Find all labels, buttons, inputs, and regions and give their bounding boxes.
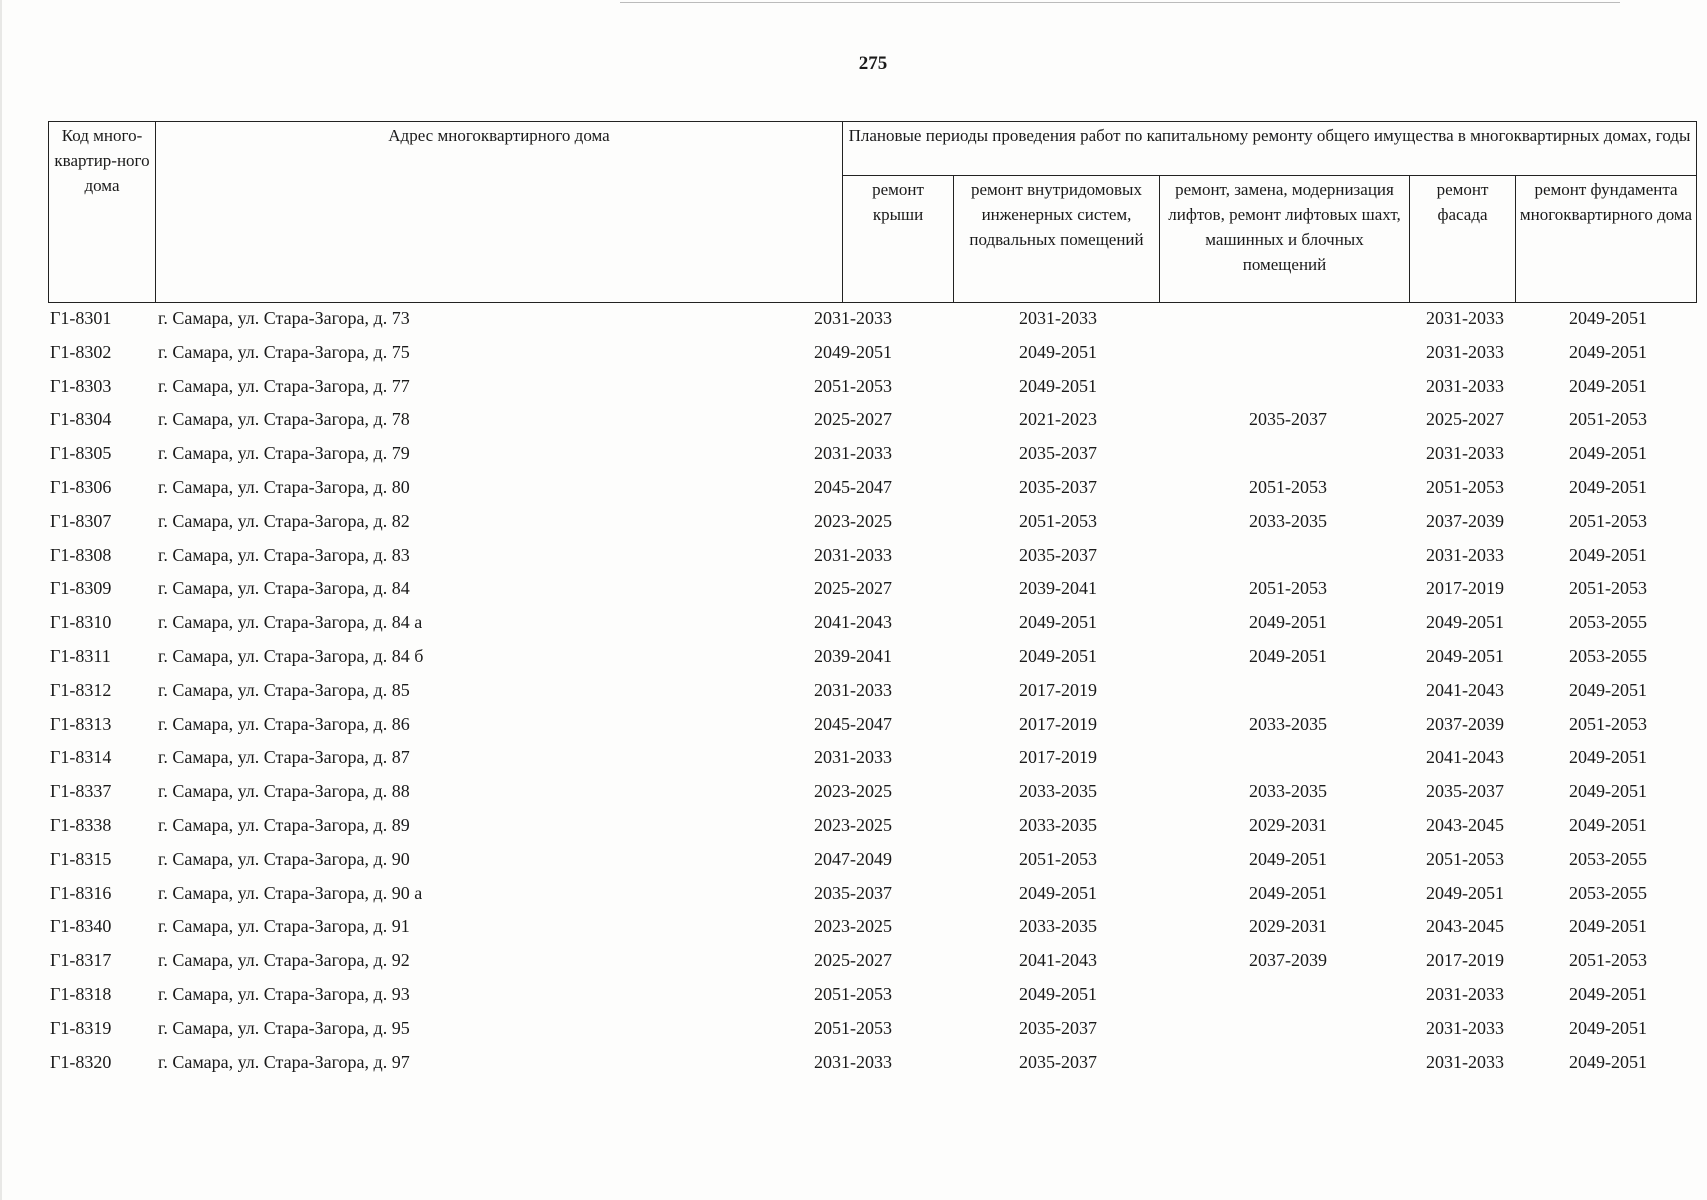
cell-engineering: 2031-2033	[1019, 308, 1097, 328]
cell-address: г. Самара, ул. Стара-Загора, д. 88	[158, 781, 410, 802]
cell-roof: 2031-2033	[814, 443, 892, 464]
cell-facade: 2017-2019	[1426, 950, 1504, 971]
cell-engineering: 2049-2051	[1019, 882, 1097, 903]
cell-address: г. Самара, ул. Стара-Загора, д. 77	[158, 375, 410, 396]
cell-facade: 2037-2039	[1426, 510, 1504, 531]
cell-roof: 2025-2027	[814, 950, 892, 971]
cell-address: г. Самара, ул. Стара-Загора, д. 82	[158, 510, 410, 531]
cell-lift: 2035-2037	[1249, 409, 1327, 430]
table-row	[48, 877, 1698, 911]
cell-code: Г1-8320	[50, 1051, 112, 1072]
cell-engineering: 2049-2051	[1019, 645, 1097, 666]
cell-roof: 2045-2047	[814, 713, 892, 734]
cell-address: г. Самара, ул. Стара-Загора, д. 84	[158, 578, 410, 599]
cell-lift: 2051-2053	[1249, 578, 1327, 599]
cell-foundation: 2049-2051	[1569, 341, 1647, 362]
header-periods: Плановые периоды проведения работ по капитальному ремонту общего имущества в многоквартирных домах, годы	[843, 122, 1697, 176]
cell-roof: 2031-2033	[814, 1051, 892, 1072]
cell-engineering: 2035-2037	[1019, 476, 1097, 497]
cell-address: г. Самара, ул. Стара-Загора, д. 83	[158, 544, 410, 565]
table-row	[48, 1046, 1698, 1080]
cell-roof: 2023-2025	[814, 781, 892, 802]
cell-facade: 2025-2027	[1426, 409, 1504, 430]
cell-foundation: 2049-2051	[1569, 443, 1647, 464]
cell-code: Г1-8315	[50, 848, 112, 869]
cell-code: Г1-8309	[50, 578, 112, 599]
cell-facade: 2041-2043	[1426, 747, 1504, 768]
cell-facade: 2031-2033	[1426, 341, 1504, 362]
header-address: Адрес многоквартирного дома	[156, 122, 843, 303]
table-row	[48, 708, 1698, 742]
cell-foundation: 2051-2053	[1569, 950, 1647, 971]
cell-code: Г1-8304	[50, 409, 112, 430]
cell-roof: 2031-2033	[814, 308, 892, 328]
cell-lift: 2049-2051	[1249, 612, 1327, 633]
cell-code: Г1-8313	[50, 713, 112, 734]
cell-engineering: 2041-2043	[1019, 950, 1097, 971]
cell-code: Г1-8306	[50, 476, 112, 497]
table-row	[48, 674, 1698, 708]
cell-code: Г1-8301	[50, 308, 112, 328]
table-row	[48, 539, 1698, 573]
cell-engineering: 2049-2051	[1019, 375, 1097, 396]
cell-roof: 2049-2051	[814, 341, 892, 362]
cell-address: г. Самара, ул. Стара-Загора, д. 75	[158, 341, 410, 362]
cell-engineering: 2051-2053	[1019, 510, 1097, 531]
cell-lift: 2051-2053	[1249, 476, 1327, 497]
cell-facade: 2043-2045	[1426, 916, 1504, 937]
cell-engineering: 2035-2037	[1019, 1017, 1097, 1038]
cell-lift: 2049-2051	[1249, 645, 1327, 666]
cell-address: г. Самара, ул. Стара-Загора, д. 89	[158, 814, 410, 835]
cell-lift: 2037-2039	[1249, 950, 1327, 971]
cell-address: г. Самара, ул. Стара-Загора, д. 91	[158, 916, 410, 937]
cell-code: Г1-8340	[50, 916, 112, 937]
cell-code: Г1-8302	[50, 341, 112, 362]
cell-foundation: 2049-2051	[1569, 476, 1647, 497]
cell-roof: 2045-2047	[814, 476, 892, 497]
cell-engineering: 2017-2019	[1019, 747, 1097, 768]
cell-facade: 2031-2033	[1426, 1017, 1504, 1038]
cell-roof: 2039-2041	[814, 645, 892, 666]
cell-facade: 2051-2053	[1426, 476, 1504, 497]
cell-facade: 2031-2033	[1426, 375, 1504, 396]
cell-roof: 2031-2033	[814, 679, 892, 700]
table-row	[48, 437, 1698, 471]
cell-lift: 2029-2031	[1249, 916, 1327, 937]
cell-code: Г1-8312	[50, 679, 112, 700]
cell-facade: 2017-2019	[1426, 578, 1504, 599]
cell-foundation: 2049-2051	[1569, 375, 1647, 396]
table-row	[48, 370, 1698, 404]
cell-address: г. Самара, ул. Стара-Загора, д. 79	[158, 443, 410, 464]
cell-facade: 2049-2051	[1426, 882, 1504, 903]
cell-engineering: 2033-2035	[1019, 781, 1097, 802]
cell-code: Г1-8310	[50, 612, 112, 633]
cell-facade: 2049-2051	[1426, 645, 1504, 666]
cell-facade: 2031-2033	[1426, 544, 1504, 565]
cell-engineering: 2049-2051	[1019, 341, 1097, 362]
cell-code: Г1-8318	[50, 983, 112, 1004]
cell-code: Г1-8314	[50, 747, 112, 768]
cell-foundation: 2049-2051	[1569, 679, 1647, 700]
cell-roof: 2051-2053	[814, 983, 892, 1004]
cell-lift: 2033-2035	[1249, 510, 1327, 531]
cell-engineering: 2017-2019	[1019, 679, 1097, 700]
cell-facade: 2037-2039	[1426, 713, 1504, 734]
cell-lift: 2033-2035	[1249, 781, 1327, 802]
cell-foundation: 2049-2051	[1569, 308, 1647, 328]
cell-facade: 2031-2033	[1426, 308, 1504, 328]
cell-address: г. Самара, ул. Стара-Загора, д. 97	[158, 1051, 410, 1072]
cell-roof: 2025-2027	[814, 578, 892, 599]
cell-roof: 2031-2033	[814, 544, 892, 565]
table-row	[48, 471, 1698, 505]
cell-foundation: 2051-2053	[1569, 409, 1647, 430]
cell-foundation: 2053-2055	[1569, 645, 1647, 666]
cell-foundation: 2049-2051	[1569, 781, 1647, 802]
cell-roof: 2023-2025	[814, 510, 892, 531]
table-row	[48, 910, 1698, 944]
table-row	[48, 505, 1698, 539]
cell-address: г. Самара, ул. Стара-Загора, д. 87	[158, 747, 410, 768]
cell-roof: 2035-2037	[814, 882, 892, 903]
cell-foundation: 2049-2051	[1569, 983, 1647, 1004]
cell-address: г. Самара, ул. Стара-Загора, д. 90	[158, 848, 410, 869]
cell-facade: 2049-2051	[1426, 612, 1504, 633]
cell-code: Г1-8337	[50, 781, 112, 802]
cell-facade: 2031-2033	[1426, 983, 1504, 1004]
table-header	[48, 121, 1697, 303]
cell-engineering: 2049-2051	[1019, 612, 1097, 633]
table-body	[48, 302, 1698, 1079]
cell-address: г. Самара, ул. Стара-Загора, д. 86	[158, 713, 410, 734]
cell-address: г. Самара, ул. Стара-Загора, д. 84 а	[158, 612, 423, 633]
table-row	[48, 302, 1698, 336]
table-row	[48, 572, 1698, 606]
cell-roof: 2051-2053	[814, 1017, 892, 1038]
header-foundation: ремонт фундамента многоквартирного дома	[1516, 176, 1697, 303]
table-row	[48, 843, 1698, 877]
table-row	[48, 978, 1698, 1012]
cell-engineering: 2049-2051	[1019, 983, 1097, 1004]
cell-address: г. Самара, ул. Стара-Загора, д. 73	[158, 308, 410, 328]
cell-roof: 2041-2043	[814, 612, 892, 633]
cell-foundation: 2049-2051	[1569, 1017, 1647, 1038]
header-engineering: ремонт внутридомовых инженерных систем, подвальных помещений	[954, 176, 1160, 303]
cell-engineering: 2035-2037	[1019, 1051, 1097, 1072]
cell-facade: 2051-2053	[1426, 848, 1504, 869]
cell-code: Г1-8316	[50, 882, 112, 903]
cell-address: г. Самара, ул. Стара-Загора, д. 93	[158, 983, 410, 1004]
cell-foundation: 2051-2053	[1569, 713, 1647, 734]
cell-address: г. Самара, ул. Стара-Загора, д. 90 а	[158, 882, 423, 903]
cell-code: Г1-8317	[50, 950, 112, 971]
header-code: Код много-квартир-ного дома	[49, 122, 156, 303]
cell-foundation: 2049-2051	[1569, 544, 1647, 565]
table-row	[48, 640, 1698, 674]
cell-foundation: 2049-2051	[1569, 814, 1647, 835]
cell-code: Г1-8338	[50, 814, 112, 835]
cell-foundation: 2049-2051	[1569, 916, 1647, 937]
cell-facade: 2043-2045	[1426, 814, 1504, 835]
header-facade: ремонт фасада	[1410, 176, 1516, 303]
table-row	[48, 606, 1698, 640]
cell-foundation: 2053-2055	[1569, 882, 1647, 903]
cell-foundation: 2051-2053	[1569, 510, 1647, 531]
header-roof: ремонт крыши	[843, 176, 954, 303]
scan-top-line	[620, 2, 1620, 3]
cell-lift: 2049-2051	[1249, 882, 1327, 903]
cell-facade: 2041-2043	[1426, 679, 1504, 700]
cell-facade: 2031-2033	[1426, 1051, 1504, 1072]
cell-facade: 2031-2033	[1426, 443, 1504, 464]
table-row	[48, 403, 1698, 437]
table-row	[48, 336, 1698, 370]
table-row	[48, 741, 1698, 775]
cell-engineering: 2033-2035	[1019, 916, 1097, 937]
cell-roof: 2047-2049	[814, 848, 892, 869]
scan-edge	[0, 0, 2, 1200]
cell-foundation: 2053-2055	[1569, 848, 1647, 869]
cell-engineering: 2039-2041	[1019, 578, 1097, 599]
cell-roof: 2051-2053	[814, 375, 892, 396]
table-row	[48, 944, 1698, 978]
cell-engineering: 2033-2035	[1019, 814, 1097, 835]
cell-code: Г1-8319	[50, 1017, 112, 1038]
cell-lift: 2049-2051	[1249, 848, 1327, 869]
cell-code: Г1-8308	[50, 544, 112, 565]
cell-facade: 2035-2037	[1426, 781, 1504, 802]
cell-address: г. Самара, ул. Стара-Загора, д. 80	[158, 476, 410, 497]
table-row	[48, 775, 1698, 809]
cell-roof: 2025-2027	[814, 409, 892, 430]
cell-engineering: 2051-2053	[1019, 848, 1097, 869]
cell-code: Г1-8311	[50, 645, 111, 666]
page-number: 275	[858, 53, 888, 74]
cell-engineering: 2017-2019	[1019, 713, 1097, 734]
cell-address: г. Самара, ул. Стара-Загора, д. 78	[158, 409, 410, 430]
cell-foundation: 2049-2051	[1569, 747, 1647, 768]
cell-roof: 2023-2025	[814, 814, 892, 835]
cell-address: г. Самара, ул. Стара-Загора, д. 92	[158, 950, 410, 971]
cell-lift: 2033-2035	[1249, 713, 1327, 734]
cell-lift: 2029-2031	[1249, 814, 1327, 835]
cell-roof: 2031-2033	[814, 747, 892, 768]
cell-code: Г1-8305	[50, 443, 112, 464]
cell-foundation: 2049-2051	[1569, 1051, 1647, 1072]
cell-address: г. Самара, ул. Стара-Загора, д. 85	[158, 679, 410, 700]
cell-address: г. Самара, ул. Стара-Загора, д. 84 б	[158, 645, 424, 666]
cell-foundation: 2053-2055	[1569, 612, 1647, 633]
cell-roof: 2023-2025	[814, 916, 892, 937]
table-row	[48, 1012, 1698, 1046]
table-row	[48, 809, 1698, 843]
cell-engineering: 2035-2037	[1019, 544, 1097, 565]
cell-engineering: 2035-2037	[1019, 443, 1097, 464]
cell-code: Г1-8303	[50, 375, 112, 396]
cell-foundation: 2051-2053	[1569, 578, 1647, 599]
cell-code: Г1-8307	[50, 510, 112, 531]
cell-engineering: 2021-2023	[1019, 409, 1097, 430]
cell-address: г. Самара, ул. Стара-Загора, д. 95	[158, 1017, 410, 1038]
header-lift: ремонт, замена, модернизация лифтов, ремонт лифтовых шахт, машинных и блочных помещений	[1160, 176, 1410, 303]
